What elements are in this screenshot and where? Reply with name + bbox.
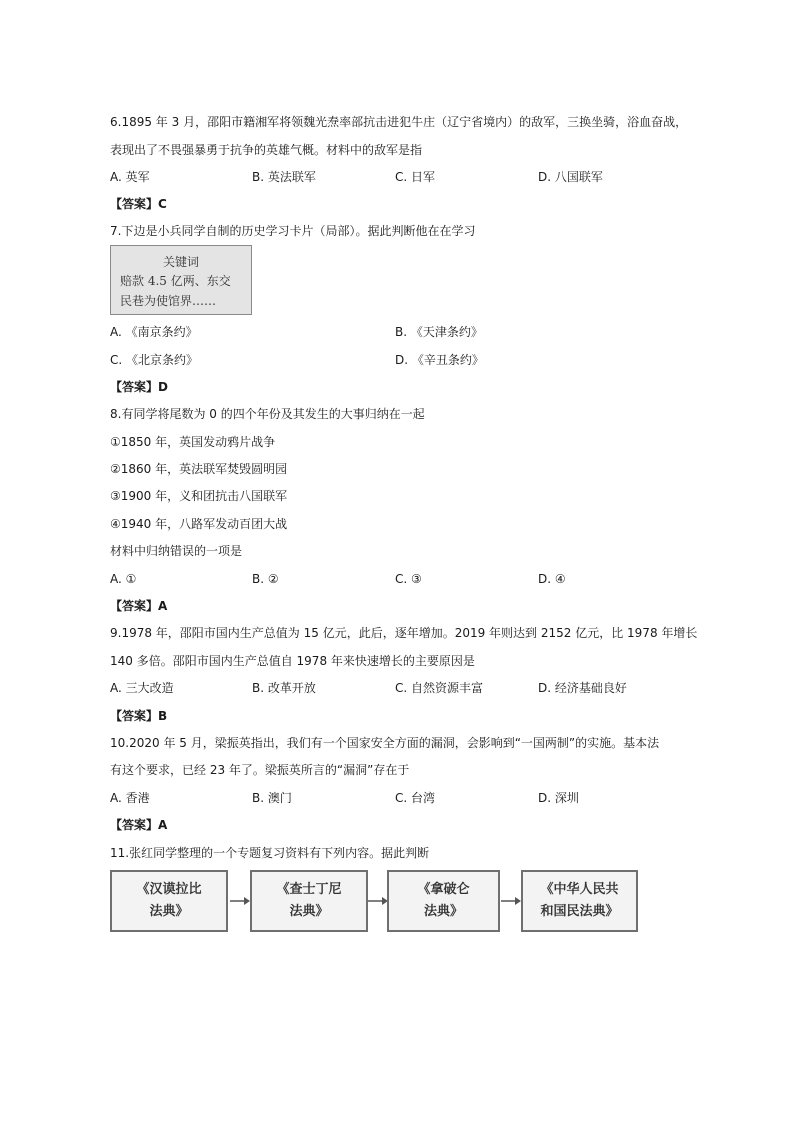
- q10-stem-line1: 10.2020 年 5 月，梁振英指出，我们有一个国家安全方面的漏洞，会影响到“一国两制”的实施。基本法: [110, 736, 660, 750]
- q8-item-4: ④1940 年，八路军发动百团大战: [110, 517, 288, 531]
- q7-option-d: D. 《辛丑条约》: [395, 353, 484, 367]
- q10-option-c: C. 台湾: [395, 791, 436, 805]
- q9-option-a: A. 三大改造: [110, 681, 174, 695]
- q8-stem-line2: 材料中归纳错误的一项是: [110, 544, 243, 558]
- q10-option-d: D. 深圳: [538, 791, 579, 805]
- flow-box-line1: 《汉谟拉比: [136, 882, 202, 897]
- q10-option-a: A. 香港: [110, 791, 150, 805]
- flow-box-line1: 《查士丁尼: [276, 882, 342, 897]
- flow-box-napoleon: [387, 870, 500, 932]
- flow-box-line2: 法典》: [149, 904, 189, 919]
- q6-stem-line1: 6.1895 年 3 月，邵阳市籍湘军将领魏光焘率部抗击进犯牛庄（辽宁省境内）的敌军，三换坐骑，浴血奋战，: [110, 115, 688, 129]
- q11-stem-line1: 11.张红同学整理的一个专题复习资料有下列内容。据此判断: [110, 846, 430, 860]
- q7-option-c: C. 《北京条约》: [110, 353, 199, 367]
- q10-stem-line2: 有这个要求，已经 23 年了。梁振英所言的“漏洞”存在于: [110, 763, 410, 777]
- flow-box-line1: 《中华人民共: [540, 882, 619, 897]
- q7-stem-line1: 7.下边是小兵同学自制的历史学习卡片（局部）。据此判断他在在学习: [110, 224, 476, 238]
- q8-item-1: ①1850 年，英国发动鸦片战争: [110, 435, 276, 449]
- arrow-right-icon: [368, 895, 388, 907]
- q8-item-2: ②1860 年，英法联军焚毁圆明园: [110, 462, 288, 476]
- q9-answer: 【答案】B: [110, 709, 168, 723]
- arrow-right-icon: [230, 895, 250, 907]
- q6-option-d: D. 八国联军: [538, 170, 603, 184]
- q8-option-b: B. ②: [252, 572, 279, 586]
- q9-stem-line2: 140 多倍。邵阳市国内生产总值自 1978 年来快速增长的主要原因是: [110, 654, 475, 668]
- q6-option-b: B. 英法联军: [252, 170, 316, 184]
- q6-option-a: A. 英军: [110, 170, 150, 184]
- flow-box-line1: 《拿破仑: [417, 882, 470, 897]
- q7-option-a: A. 《南京条约》: [110, 325, 198, 339]
- flow-box-prc-civil-code: [521, 870, 638, 932]
- q8-option-d: D. ④: [538, 572, 566, 586]
- flow-box-line2: 法典》: [423, 904, 463, 919]
- q6-answer: 【答案】C: [110, 197, 167, 211]
- q6-option-c: C. 日军: [395, 170, 436, 184]
- q9-option-c: C. 自然资源丰富: [395, 681, 484, 695]
- q7-option-b: B. 《天津条约》: [395, 325, 483, 339]
- q6-stem-line2: 表现出了不畏强暴勇于抗争的英雄气概。材料中的敌军是指: [110, 143, 423, 157]
- arrow-right-icon: [501, 895, 521, 907]
- q9-option-b: B. 改革开放: [252, 681, 316, 695]
- q8-option-a: A. ①: [110, 572, 137, 586]
- history-study-card: [110, 245, 252, 315]
- card-title: 关键词: [162, 255, 199, 269]
- q7-answer: 【答案】D: [110, 380, 168, 394]
- q8-answer: 【答案】A: [110, 599, 168, 613]
- flow-box-line2: 法典》: [289, 904, 329, 919]
- q8-stem-line1: 8.有同学将尾数为 0 的四个年份及其发生的大事归纳在一起: [110, 407, 425, 421]
- card-line1: 赔款 4.5 亿两、东交: [120, 274, 231, 288]
- q9-option-d: D. 经济基础良好: [538, 681, 627, 695]
- q8-option-c: C. ③: [395, 572, 422, 586]
- flow-box-hammurabi: [110, 870, 228, 932]
- q8-item-3: ③1900 年，义和团抗击八国联军: [110, 489, 288, 503]
- card-line2: 民巷为使馆界……: [120, 294, 217, 308]
- q9-stem-line1: 9.1978 年，邵阳市国内生产总值为 15 亿元，此后，逐年增加。2019 年则达到 2152 亿元，比 1978 年增长: [110, 626, 698, 640]
- flow-box-line2: 和国民法典》: [540, 904, 619, 919]
- flow-box-justinian: [250, 870, 368, 932]
- q10-answer: 【答案】A: [110, 818, 168, 832]
- q10-option-b: B. 澳门: [252, 791, 292, 805]
